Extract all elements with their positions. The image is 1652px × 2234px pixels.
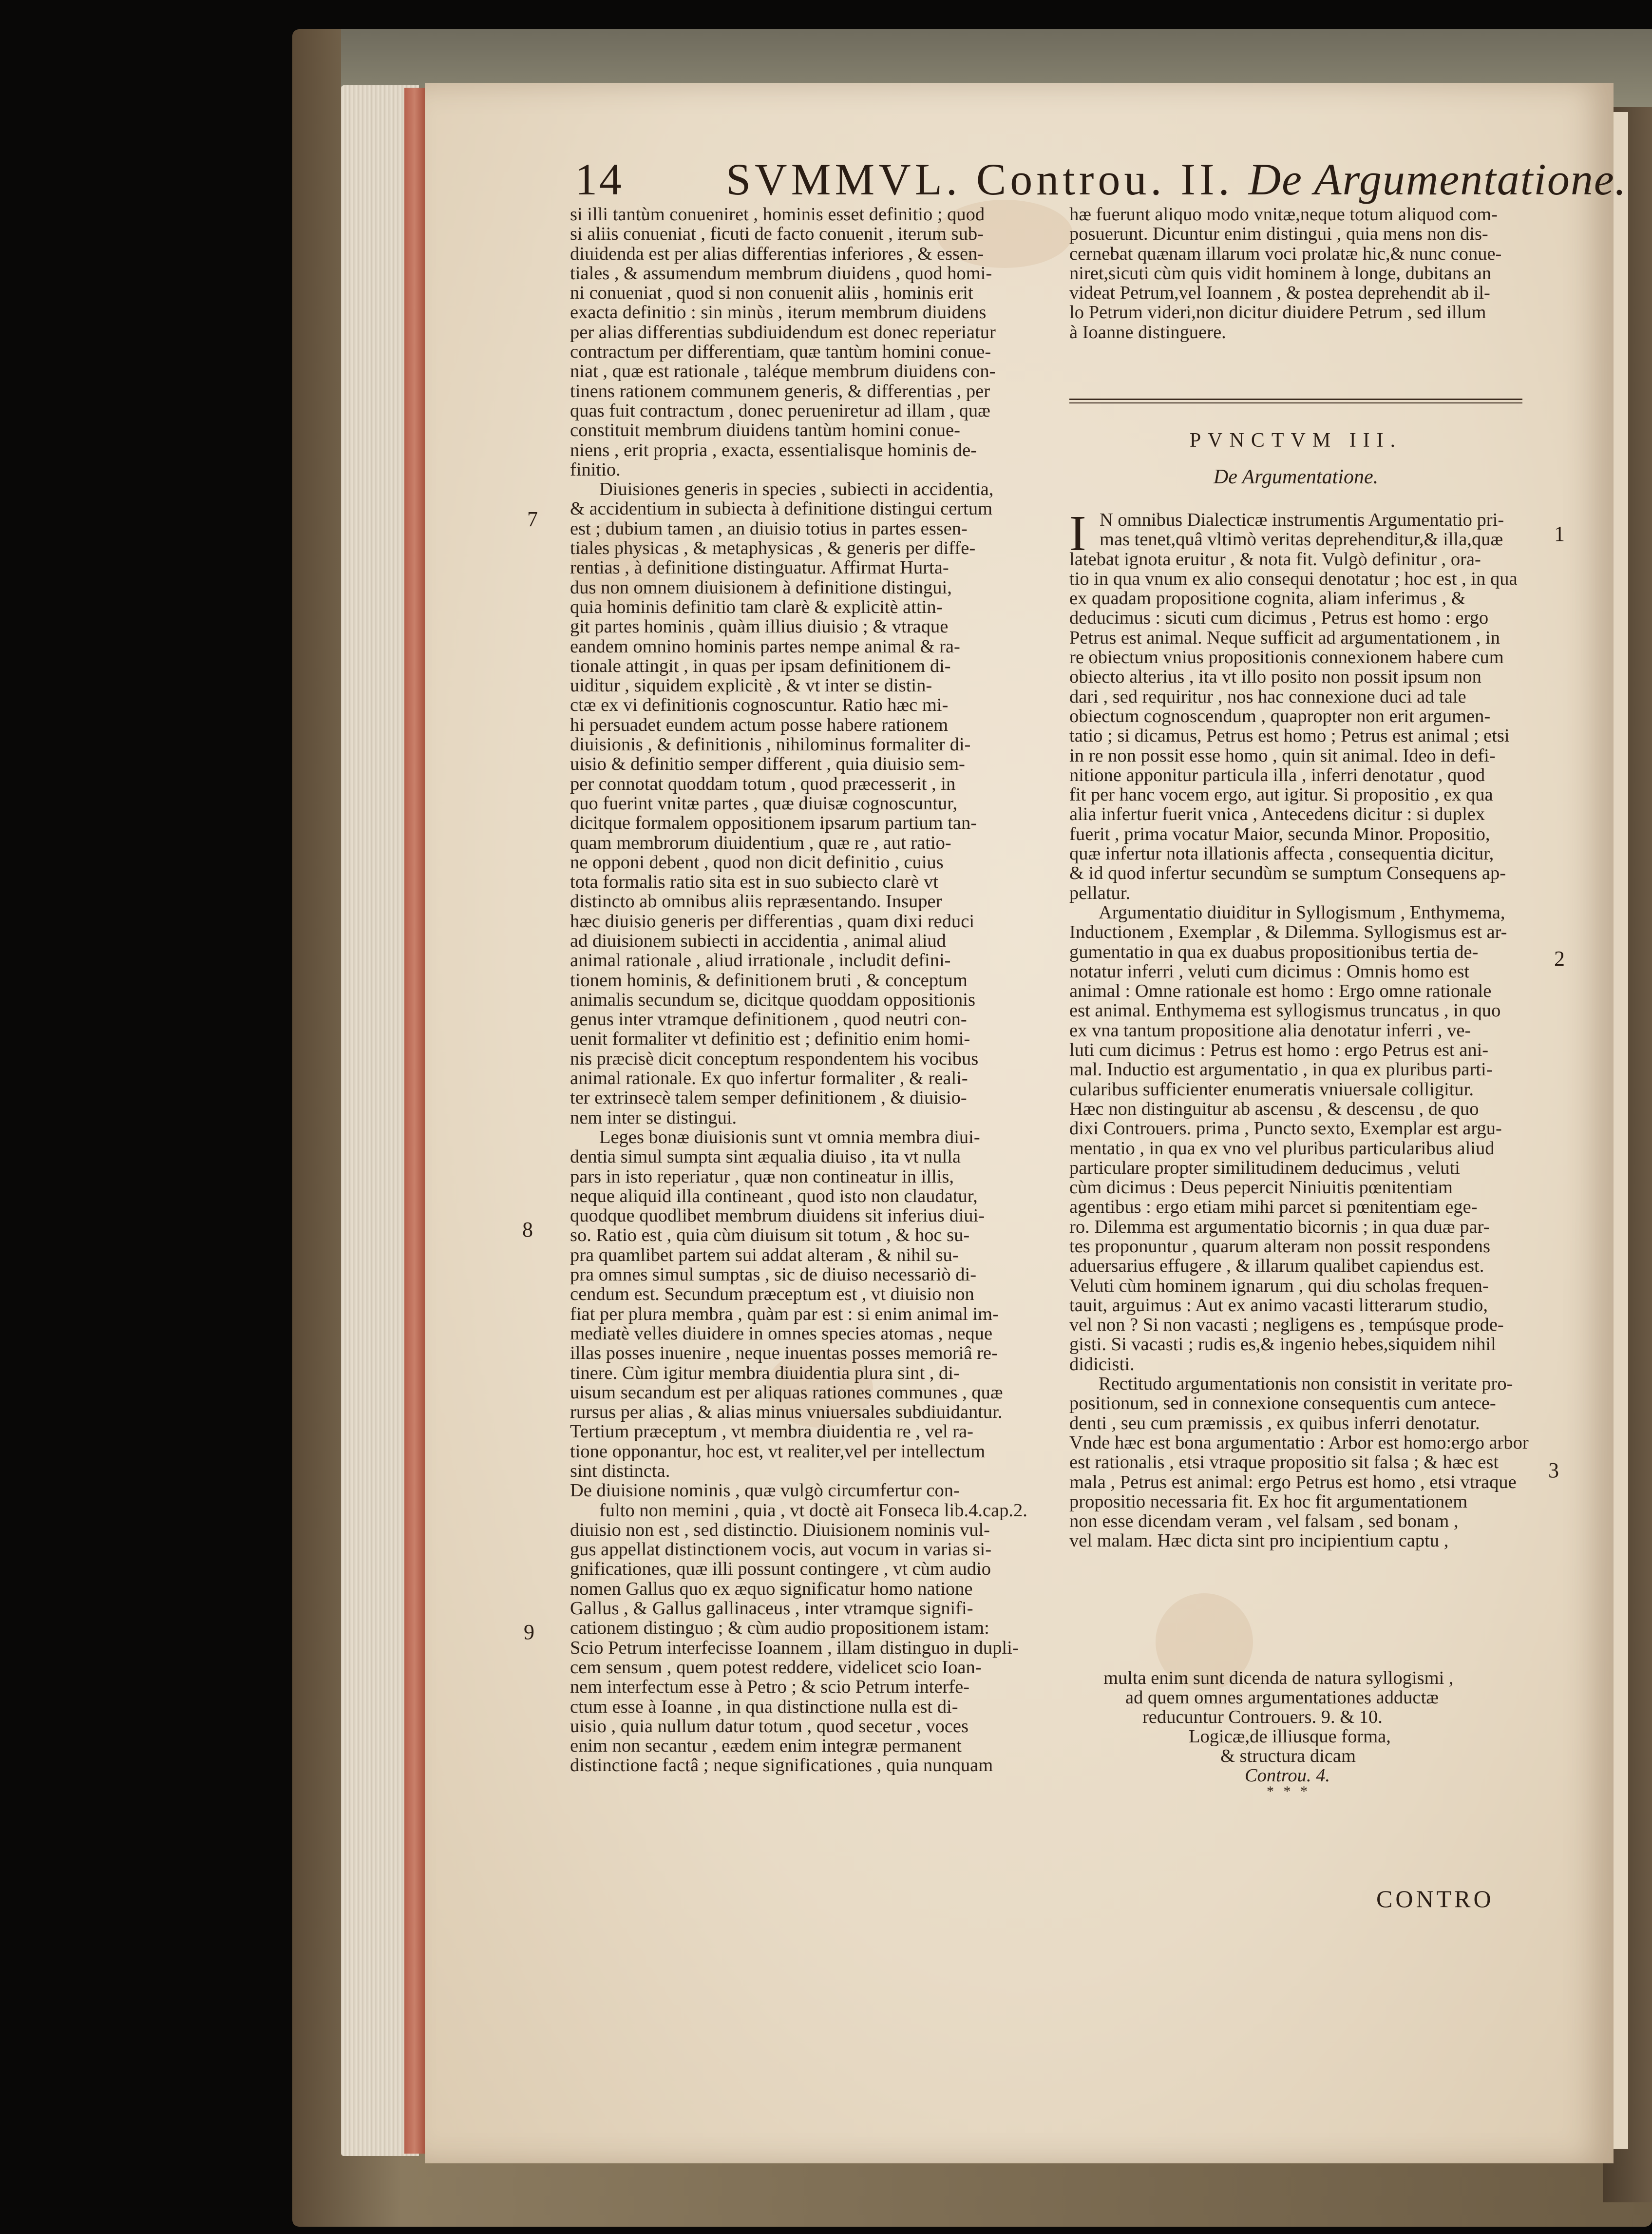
text-line: distinctione factâ ; neque significationes , quia nunquam <box>570 1755 993 1776</box>
left-column <box>570 205 1052 1776</box>
text-line: cem sensum , quem potest reddere, videlicet scio Ioan- <box>570 1657 982 1678</box>
text-line: lo Petrum videri,non dicitur diuidere Petrum , sed illum <box>1069 302 1486 323</box>
section-rule <box>1069 399 1522 403</box>
text-line: so. Ratio est , quia cùm diuisum sit totum , & hoc su- <box>570 1225 970 1246</box>
right-column-top <box>1069 205 1537 342</box>
header-subtitle: De Argumentatione. <box>1248 154 1627 204</box>
text-line: uiditur , siquidem explicitè , & vt inter se distin- <box>570 675 932 696</box>
text-line: pellatur. <box>1069 882 1131 903</box>
text-line: Diuisiones generis in species , subiecti in accidentia, <box>599 479 994 500</box>
text-line: mal. Inductio est argumentatio , in qua ex pluribus parti- <box>1069 1059 1493 1080</box>
text-line: per alias differentias subdiuidendum est donec reperiatur <box>570 322 996 343</box>
text-line: cationem distinguo ; & cùm audio propositionem istam: <box>570 1618 989 1639</box>
text-line: est ; dubium tamen , an diuisio totius in partes essen- <box>570 518 968 539</box>
text-line: quas fuit contractum , donec perueniretur ad illam , quæ <box>570 400 990 421</box>
text-line: hæ fuerunt aliquo modo vnitæ,neque totum aliquod com- <box>1069 204 1498 225</box>
margin-number: 1 <box>1554 522 1565 546</box>
text-line: uisio , quia nullum datur totum , quod secetur , voces <box>570 1716 968 1737</box>
text-line: Gallus , & Gallus gallinaceus , inter vtramque signifi- <box>570 1598 973 1619</box>
text-line: mediatè velles diuidere in omnes species atomas , neque <box>570 1323 993 1344</box>
text-line: tota formalis ratio sita est in suo subiecto clarè vt <box>570 872 938 893</box>
text-line: ro. Dilemma est argumentatio bicornis ; in qua duæ par- <box>1069 1216 1490 1237</box>
text-line: diuisionis , & definitionis , nihilominus formaliter di- <box>570 734 971 755</box>
text-line: tinere. Cùm igitur membra diuidentia plura sint , di- <box>570 1362 960 1383</box>
text-line: Inductionem , Exemplar , & Dilemma. Syllogismus est ar- <box>1069 922 1507 943</box>
text-line: hæc diuisio generis per differentias , quam dixi reduci <box>570 911 975 932</box>
text-line: fit per hanc vocem ergo, aut igitur. Si propositio , ex qua <box>1069 784 1493 805</box>
text-line: uisum secandum est per aliquas rationes communes , quæ <box>570 1382 1003 1403</box>
margin-number: 7 <box>527 507 538 531</box>
text-line: diuidenda est per alias differentias inferiores , & essen- <box>570 243 984 264</box>
text-line: tes proponuntur , quarum alteram non possit respondens <box>1069 1236 1490 1257</box>
margin-number: 8 <box>522 1218 533 1241</box>
text-line: gus appellat distinctionem vocis, aut vocum in varias si- <box>570 1539 992 1560</box>
text-line: nem interfectum esse à Petro ; & scio Petrum interfe- <box>570 1677 970 1698</box>
text-line: tionale attingit , in quas per ipsam definitionem di- <box>570 655 951 676</box>
text-line: mas tenet,quâ vltimò veritas deprehenditur,& illa,quæ <box>1100 529 1503 550</box>
text-line: illas posses inuenire , neque inuentas posses memoriâ re- <box>570 1343 998 1364</box>
text-line: est rationalis , etsi vtraque propositio sit falsa ; & hæc est <box>1069 1452 1499 1473</box>
closing-line: Logicæ,de illiusque forma, <box>1189 1726 1391 1747</box>
text-line: git partes hominis , quàm illius diuisio ; & vtraque <box>570 616 949 637</box>
text-line: mentatio , in qua ex vno vel pluribus particularibus aliud <box>1069 1138 1495 1159</box>
text-line: dicitque formalem oppositionem ipsarum partium tan- <box>570 813 977 834</box>
text-line: N omnibus Dialecticæ instrumentis Argumentatio pri- <box>1100 510 1504 530</box>
text-line: gumentatio in qua ex duabus propositionibus tertia de- <box>1069 941 1479 962</box>
text-line: Petrus est animal. Neque sufficit ad argumentationem , in <box>1069 627 1500 648</box>
text-line: cernebat quænam illarum voci prolatæ hic,& nunc conue- <box>1069 243 1502 264</box>
text-line: tio in qua vnum ex alio consequi denotatur ; hoc est , in qua <box>1069 568 1518 589</box>
text-line: posuerunt. Dicuntur enim distingui , quia mens non dis- <box>1069 224 1488 245</box>
text-line: ex vna tantum propositione alia denotatur inferri , ve- <box>1069 1020 1471 1041</box>
text-line: contractum per differentiam, quæ tantùm homini conue- <box>570 342 991 363</box>
closing-line: reducuntur Controuers. 9. & 10. <box>1142 1707 1383 1727</box>
page-number: 14 <box>575 154 624 204</box>
text-line: nem inter se distingui. <box>570 1107 737 1128</box>
text-line: gnificationes, quæ illi possunt contingere , vt cùm audio <box>570 1559 991 1580</box>
text-line: fulto non memini , quia , vt doctè ait Fonseca lib.4.cap.2. <box>599 1500 1027 1521</box>
text-line: niat , quæ est rationale , taléque membrum diuidens con- <box>570 361 996 382</box>
text-line: niens , erit propria , exacta, essentialisque hominis de- <box>570 439 977 460</box>
text-line: hi persuadet eundem actum posse habere rationem <box>570 714 949 735</box>
text-line: & id quod infertur secundùm se sumptum Consequens ap- <box>1069 863 1506 884</box>
closing-line: Controu. 4. <box>1245 1765 1330 1786</box>
text-line: obiectum cognoscendum , quapropter non erit argumen- <box>1069 706 1491 726</box>
text-line: De diuisione nominis , quæ vulgò circumfertur con- <box>570 1480 960 1501</box>
text-line: si illi tantùm conueniret , hominis esset definitio ; quod <box>570 204 985 225</box>
text-line: didicisti. <box>1069 1354 1135 1375</box>
text-line: ex quadam propositione cognita, aliam inferimus , & <box>1069 588 1466 609</box>
text-line: animal rationale , aliud irrationale , includit defini- <box>570 950 951 971</box>
text-line: cendum est. Secundum præceptum est , vt diuisio non <box>570 1284 974 1305</box>
text-line: rentias , à definitione distinguatur. Affirmat Hurta- <box>570 557 949 578</box>
text-line: tionem hominis, & definitionem bruti , & conceptum <box>570 970 968 991</box>
text-line: denti , seu cum præmissis , ex quibus inferri denotatur. <box>1069 1413 1480 1433</box>
text-line: tauit, arguimus : Aut ex animo vacasti litterarum studio, <box>1069 1295 1488 1316</box>
right-column <box>1069 505 1537 1551</box>
text-line: tiales , & assumendum membrum diuidens , quod homi- <box>570 263 992 284</box>
text-line: deducimus : sicuti cum dicimus , Petrus est homo : ergo <box>1069 608 1489 629</box>
text-line: uisio & definitio semper different , quia diuisio sem- <box>570 754 965 775</box>
text-line: Scio Petrum interfecisse Ioannem , illam distinguo in dupli- <box>570 1637 1019 1658</box>
text-line: genus inter vtramque definitionem , quod neutri con- <box>570 1009 967 1030</box>
text-line: finitio. <box>570 459 621 480</box>
text-line: vel non ? Si non vacasti ; negligens es , tempúsque prode- <box>1069 1315 1504 1336</box>
text-line: quam membrorum diuidentium , quæ re , aut ratio- <box>570 832 951 853</box>
text-line: nis præcisè dicit conceptum respondentem his vocibus <box>570 1048 979 1069</box>
text-line: à Ioanne distinguere. <box>1069 322 1226 343</box>
text-line: animal : Omne rationale est homo : Ergo omne rationale <box>1069 981 1492 1002</box>
text-line: uenit formaliter vt definitio est ; definitio enim homi- <box>570 1029 970 1050</box>
text-line: Tertium præceptum , vt membra diuidentia re , vel ra- <box>570 1421 973 1442</box>
text-line: vel malam. Hæc dicta sint pro incipientium captu , <box>1069 1530 1449 1551</box>
text-line: sint distincta. <box>570 1461 670 1481</box>
text-line: rursus per alias , & alias minus vniuersales subdiuidantur. <box>570 1402 1003 1423</box>
text-line: ad diuisionem subiecti in accidentia , animal aliud <box>570 930 946 951</box>
text-line: videat Petrum,vel Ioannem , & postea deprehendit ab il- <box>1069 283 1490 304</box>
text-line: ter extrinsecè talem semper definitionem , & diuisio- <box>570 1088 967 1108</box>
margin-number: 9 <box>524 1620 534 1644</box>
text-line: positionum, sed in connexione consequentis cum antece- <box>1069 1393 1496 1414</box>
text-line: eandem omnino hominis partes nempe animal & ra- <box>570 636 960 657</box>
text-line: enim non secantur , eædem enim integræ permanent <box>570 1736 962 1757</box>
text-line: quo fuerint vnitæ partes , quæ diuisæ cognoscuntur, <box>570 793 958 814</box>
red-page-edge <box>404 88 425 2154</box>
text-line: neque aliquid illa contineant , quod isto non claudatur, <box>570 1185 978 1206</box>
text-line: nomen Gallus quo ex æquo significatur homo natione <box>570 1578 973 1599</box>
section-subheading: De Argumentatione. <box>1213 466 1379 488</box>
facing-page-edge <box>1614 112 1628 2149</box>
text-line: quodque quodlibet membrum diuidens sit inferius diui- <box>570 1205 985 1226</box>
text-line: notatur inferri , veluti cum dicimus : Omnis homo est <box>1069 961 1470 982</box>
catchword: CONTRO <box>1376 1885 1494 1912</box>
text-line: Rectitudo argumentationis non consistit in veritate pro- <box>1099 1374 1513 1394</box>
text-line: dari , sed requiritur , nos hac connexione duci ad tale <box>1069 686 1466 707</box>
closing-line: ad quem omnes argumentationes adductæ <box>1125 1687 1439 1708</box>
text-line: Veluti cùm hominem ignarum , qui diu scholas frequen- <box>1069 1275 1489 1296</box>
text-line: dus non omnem diuisionem à definitione distingui, <box>570 577 952 598</box>
text-line: animal rationale. Ex quo infertur formaliter , & reali- <box>570 1068 968 1089</box>
text-line: cùm dicimus : Deus pepercit Niniuitis pœnitentiam <box>1069 1177 1453 1198</box>
text-line: dentia simul sumpta sint æqualia diuiso , ita vt nulla <box>570 1146 961 1167</box>
text-line: luti cum dicimus : Petrus est homo : ergo Petrus est ani- <box>1069 1040 1489 1061</box>
text-line: niret,sicuti cùm quis vidit hominem à longe, dubitans an <box>1069 263 1492 284</box>
text-line: gisti. Si vacasti ; rudis es,& ingenio hebes,siquidem nihil <box>1069 1334 1496 1355</box>
text-line: constituit membrum diuidens tantùm homini conue- <box>570 420 960 441</box>
text-line: diuisio non est , sed distinctio. Diuisionem nominis vul- <box>570 1519 990 1540</box>
text-line: agentibus : ergo etiam mihi parcet si pœnitentiam ege- <box>1069 1197 1478 1218</box>
text-line: pra quamlibet partem sui addat alteram , & nihil su- <box>570 1244 959 1265</box>
text-line: tinens rationem communem generis, & differentias , per <box>570 381 990 401</box>
text-line: per connotat quoddam totum , quod præcesserit , in <box>570 773 956 794</box>
text-line: tiales physicas , & metaphysicas , & generis per diffe- <box>570 538 976 559</box>
margin-number: 2 <box>1554 947 1565 971</box>
text-line: latebat ignota eruitur , & nota fit. Vulgò definitur , ora- <box>1069 549 1481 570</box>
text-line: dixi Controuers. prima , Puncto sexto, Exemplar est argu- <box>1069 1118 1502 1139</box>
drop-cap: I <box>1069 505 1086 561</box>
text-line: quæ infertur nota illationis affecta , consequentia dicitur, <box>1069 843 1494 864</box>
text-line: non esse dicendam veram , vel falsam , sed bonam , <box>1069 1511 1459 1532</box>
text-line: propositio necessaria fit. Ex hoc fit argumentationem <box>1069 1491 1468 1512</box>
text-line: ctæ ex vi definitionis cognoscuntur. Ratio hæc mi- <box>570 695 949 716</box>
text-line: alia infertur fuerit vnica , Antecedens dicitur : si duplex <box>1069 804 1485 825</box>
margin-number: 3 <box>1548 1458 1559 1482</box>
section-heading: PVNCTVM III. <box>1189 429 1403 452</box>
text-line: aduersarius effugere , & illarum qualibet capiendus est. <box>1069 1256 1484 1277</box>
text-line: Argumentatio diuiditur in Syllogismum , Enthymema, <box>1099 902 1505 923</box>
text-line: fuerit , prima vocatur Maior, secunda Minor. Propositio, <box>1069 823 1490 844</box>
text-line: nitione apponitur particula illa , inferri denotatur , quod <box>1069 764 1485 785</box>
text-line: exacta definitio : sin minùs , iterum membrum diuidens <box>570 302 987 323</box>
text-line: ctum esse à Ioanne , in qua distinctione nulla est di- <box>570 1696 958 1717</box>
closing-line: & structura dicam <box>1220 1746 1356 1766</box>
text-line: Vnde hæc est bona argumentatio : Arbor est homo:ergo arbor <box>1069 1432 1529 1453</box>
text-line: & accidentium in subiecta à definitione distingui certum <box>570 498 993 519</box>
asterism: * * * <box>1267 1783 1310 1799</box>
text-line: ne opponi debent , quod non dicit definitio , cuius <box>570 852 944 873</box>
text-line: distincto ab omnibus aliis repræsentando. Insuper <box>570 891 942 912</box>
text-line: re obiectum vnius propositionis connexionem habere cum <box>1069 647 1504 668</box>
text-line: quia hominis definitio tam clarè & explicitè attin- <box>570 596 943 617</box>
text-line: mala , Petrus est animal: ergo Petrus est homo , etsi vtraque <box>1069 1471 1517 1492</box>
text-line: tatio ; si dicamus, Petrus est homo ; Petrus est animal ; etsi <box>1069 726 1510 746</box>
text-line: obiecto alterius , ita vt illo posito non possit ipsum non <box>1069 667 1481 687</box>
text-line: cularibus sufficienter enumeratis vniuersale colligitur. <box>1069 1079 1474 1100</box>
closing-line: multa enim sunt dicenda de natura syllogismi , <box>1103 1668 1454 1688</box>
text-line: in re non possit esse homo , quin sit animal. Ideo in defi- <box>1069 745 1496 766</box>
text-line: ni conueniat , quod si non conuenit aliis , hominis erit <box>570 283 973 304</box>
text-line: Hæc non distinguitur ab ascensu , & descensu , de quo <box>1069 1098 1479 1119</box>
text-line: pars in isto reperiatur , quæ non contineatur in illis, <box>570 1166 954 1187</box>
header-title: SVMMVL. Controu. II. De Argumentatione. <box>726 154 1627 204</box>
text-line: fiat per plura membra , quàm par est : si enim animal im- <box>570 1303 999 1324</box>
text-line: si aliis conueniat , ficuti de facto conuenit , iterum sub- <box>570 224 984 245</box>
text-line: pra omnes simul sumptas , sic de diuiso necessariò di- <box>570 1264 977 1285</box>
text-line: Leges bonæ diuisionis sunt vt omnia membra diui- <box>599 1127 980 1147</box>
text-line: animalis secundum se, dicitque quoddam oppositionis <box>570 989 975 1010</box>
text-line: tione opponantur, hoc est, vt realiter,vel per intellectum <box>570 1441 986 1462</box>
text-line: est animal. Enthymema est syllogismus truncatus , in quo <box>1069 1000 1501 1021</box>
text-line: particulare propter similitudinem deducimus , veluti <box>1069 1157 1460 1178</box>
